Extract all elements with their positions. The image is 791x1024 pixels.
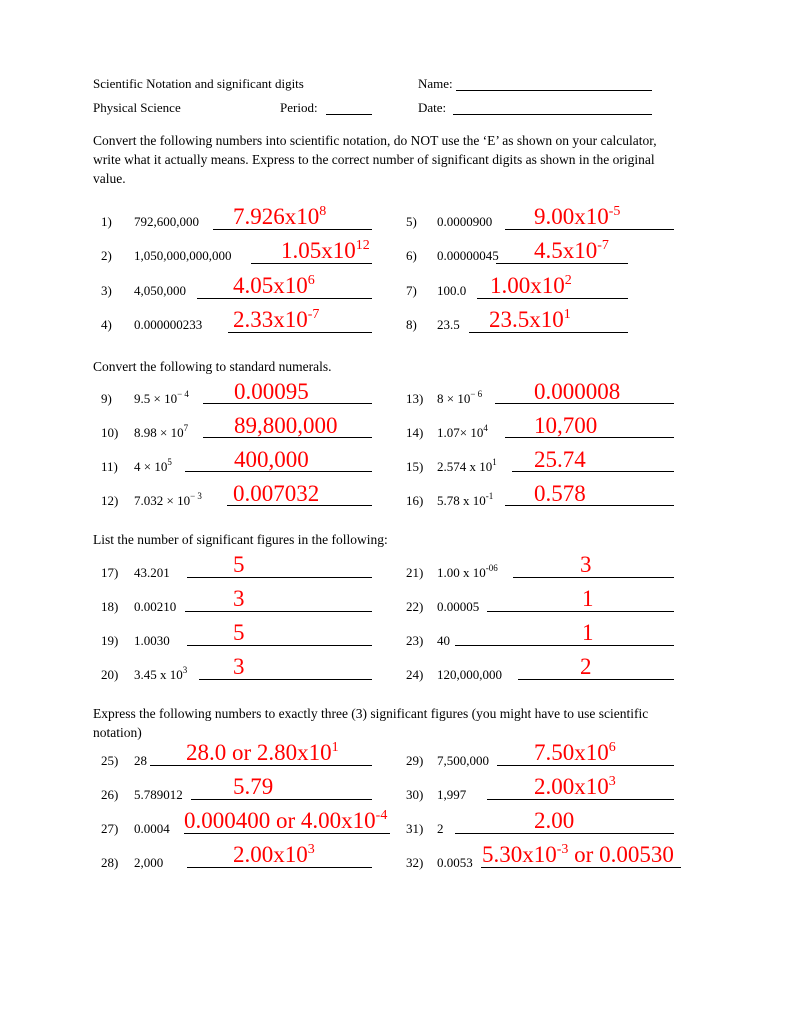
question-prompt: $4 \times 10^5$ (134, 457, 172, 474)
answer-text: 5 (233, 620, 245, 645)
question-number: 32) (406, 855, 424, 870)
answer-line[interactable] (505, 505, 674, 506)
answer-text: 10,700 (534, 413, 598, 438)
answer-line[interactable] (455, 645, 674, 646)
answer-text: 3 (580, 552, 592, 577)
answer-text: $4.5x10^{-7}$ (534, 238, 609, 263)
question-number: 8) (406, 317, 417, 332)
period-label: Period: (280, 100, 318, 115)
question-prompt: 120,000,000 (437, 667, 502, 682)
question-number: 16) (406, 493, 424, 508)
answer-line[interactable] (455, 833, 674, 834)
answer-line[interactable] (497, 765, 674, 766)
answer-text: 400,000 (234, 447, 309, 472)
section-3-instructions: List the number of significant figures in the following: (93, 532, 388, 547)
answer-text: 3 (233, 586, 245, 611)
question-number: 11) (101, 459, 118, 474)
worksheet-title: Scientific Notation and significant digits (93, 76, 304, 91)
answer-text: 0.00095 (234, 379, 309, 404)
subject-label: Physical Science (93, 100, 181, 115)
question-prompt: 792,600,000 (134, 214, 199, 229)
answer-line[interactable] (184, 833, 390, 834)
question-prompt: 5.789012 (134, 787, 183, 802)
question-number: 5) (406, 214, 417, 229)
question-prompt: $8 \times 10^{- 6}$ (437, 389, 483, 406)
answer-text: $7.50x10^6$ (534, 740, 616, 765)
name-field-line[interactable] (456, 90, 652, 91)
question-number: 22) (406, 599, 424, 614)
question-prompt: $9.5 \times 10^{- 4}$ (134, 389, 189, 406)
answer-line[interactable] (496, 263, 628, 264)
question-prompt: 3.45 x $10^3$ (134, 665, 188, 682)
question-prompt: 43.201 (134, 565, 170, 580)
answer-line[interactable] (487, 799, 674, 800)
question-number: 6) (406, 248, 417, 263)
answer-text: $2.00x10^3$ (534, 774, 616, 799)
name-label: Name: (418, 76, 453, 91)
question-prompt: 100.0 (437, 283, 467, 298)
answer-line[interactable] (469, 332, 628, 333)
question-prompt: 2 (437, 821, 444, 836)
answer-text: $9.00x10^{-5}$ (534, 204, 621, 229)
question-prompt: 4,050,000 (134, 283, 186, 298)
question-number: 2) (101, 248, 112, 263)
question-number: 20) (101, 667, 119, 682)
question-number: 13) (406, 391, 424, 406)
question-number: 28) (101, 855, 119, 870)
answer-text: 1 (582, 586, 594, 611)
question-number: 27) (101, 821, 119, 836)
answer-line[interactable] (197, 298, 372, 299)
question-number: 9) (101, 391, 112, 406)
question-number: 31) (406, 821, 424, 836)
answer-line[interactable] (477, 298, 628, 299)
question-number: 29) (406, 753, 424, 768)
question-prompt: 1.00 x $10^{-06}$ (437, 563, 498, 580)
question-number: 25) (101, 753, 119, 768)
question-prompt: 0.0000900 (437, 214, 493, 229)
date-label: Date: (418, 100, 447, 115)
question-number: 19) (101, 633, 119, 648)
question-number: 7) (406, 283, 417, 298)
answer-text: 2.00 (534, 808, 575, 833)
question-prompt: 1,050,000,000,000 (134, 248, 232, 263)
section-4-instructions: Express the following numbers to exactly three (3) significant figures (you might have to use scientific notation) (93, 706, 649, 740)
answer-line[interactable] (191, 799, 372, 800)
answer-text: $1.00x10^2$ (490, 273, 572, 298)
question-number: 14) (406, 425, 424, 440)
answer-line[interactable] (513, 577, 674, 578)
question-prompt: 2,000 (134, 855, 164, 870)
answer-text: $2.00x10^3$ (233, 842, 315, 867)
section-2-instructions: Convert the following to standard numerals. (93, 359, 332, 374)
question-prompt: 7,500,000 (437, 753, 489, 768)
answer-line[interactable] (187, 577, 372, 578)
question-prompt: $1.07\times 10^4$ (437, 423, 488, 440)
answer-text: 3 (233, 654, 245, 679)
question-prompt: 0.0053 (437, 855, 473, 870)
answer-line[interactable] (518, 679, 674, 680)
question-number: 18) (101, 599, 119, 614)
answer-line[interactable] (150, 765, 372, 766)
answer-line[interactable] (213, 229, 372, 230)
question-prompt: 0.0004 (134, 821, 170, 836)
answer-text: $4.05x10^6$ (233, 273, 315, 298)
question-number: 24) (406, 667, 424, 682)
question-prompt: 40 (437, 633, 450, 648)
question-number: 17) (101, 565, 119, 580)
answer-line[interactable] (487, 611, 674, 612)
answer-text: 0.000400 or $4.00x10^{-4}$ (184, 808, 388, 833)
period-field-line[interactable] (326, 114, 372, 115)
answer-line[interactable] (187, 645, 372, 646)
question-prompt: 1,997 (437, 787, 467, 802)
answer-text: 5.79 (233, 774, 274, 799)
question-prompt: 2.574 x $10^1$ (437, 457, 497, 474)
answer-text: $5.30x10^{-3}$ or 0.00530 (482, 842, 674, 867)
question-prompt: $7.032 \times 10^{- 3}$ (134, 491, 202, 508)
answer-line[interactable] (185, 611, 372, 612)
answer-text: $2.33x10^{-7}$ (233, 307, 320, 332)
question-number: 30) (406, 787, 424, 802)
answer-text: $23.5x10^1$ (489, 307, 571, 332)
answer-text: 5 (233, 552, 245, 577)
question-prompt: 23.5 (437, 317, 460, 332)
question-prompt: 0.00005 (437, 599, 480, 614)
answer-line[interactable] (187, 867, 372, 868)
answer-text: $1.05x10^{12}$ (281, 238, 370, 263)
question-number: 26) (101, 787, 119, 802)
question-prompt: 0.000000233 (134, 317, 203, 332)
answer-line[interactable] (251, 263, 372, 264)
answer-text: 28.0 or $2.80x10^1$ (186, 740, 339, 765)
answer-text: 0.007032 (233, 481, 320, 506)
question-prompt: 0.00210 (134, 599, 177, 614)
question-prompt: 1.0030 (134, 633, 170, 648)
answer-line[interactable] (481, 867, 681, 868)
question-number: 12) (101, 493, 119, 508)
answer-text: 25.74 (534, 447, 586, 472)
question-number: 10) (101, 425, 119, 440)
question-prompt: $8.98 \times 10^7$ (134, 423, 189, 440)
date-field-line[interactable] (453, 114, 652, 115)
question-prompt: 5.78 x $10^{-1}$ (437, 491, 494, 508)
answer-line[interactable] (199, 679, 372, 680)
question-number: 1) (101, 214, 112, 229)
answer-text: 2 (580, 654, 592, 679)
answer-text: 89,800,000 (234, 413, 338, 438)
answer-text: 1 (582, 620, 594, 645)
question-prompt: 28 (134, 753, 147, 768)
question-number: 3) (101, 283, 112, 298)
answer-line[interactable] (505, 229, 674, 230)
section-1-instructions: Convert the following numbers into scientific notation, do NOT use the ‘E’ as shown on your calculator, write what it actually means. Express to the correct number of significant digits as shown in the original value. (93, 133, 657, 186)
answer-line[interactable] (228, 332, 372, 333)
answer-text: 0.578 (534, 481, 586, 506)
question-number: 15) (406, 459, 424, 474)
question-number: 4) (101, 317, 112, 332)
question-number: 21) (406, 565, 424, 580)
answer-text: $7.926x10^8$ (233, 204, 327, 229)
question-number: 23) (406, 633, 424, 648)
answer-text: 0.000008 (534, 379, 621, 404)
question-prompt: 0.00000045 (437, 248, 499, 263)
